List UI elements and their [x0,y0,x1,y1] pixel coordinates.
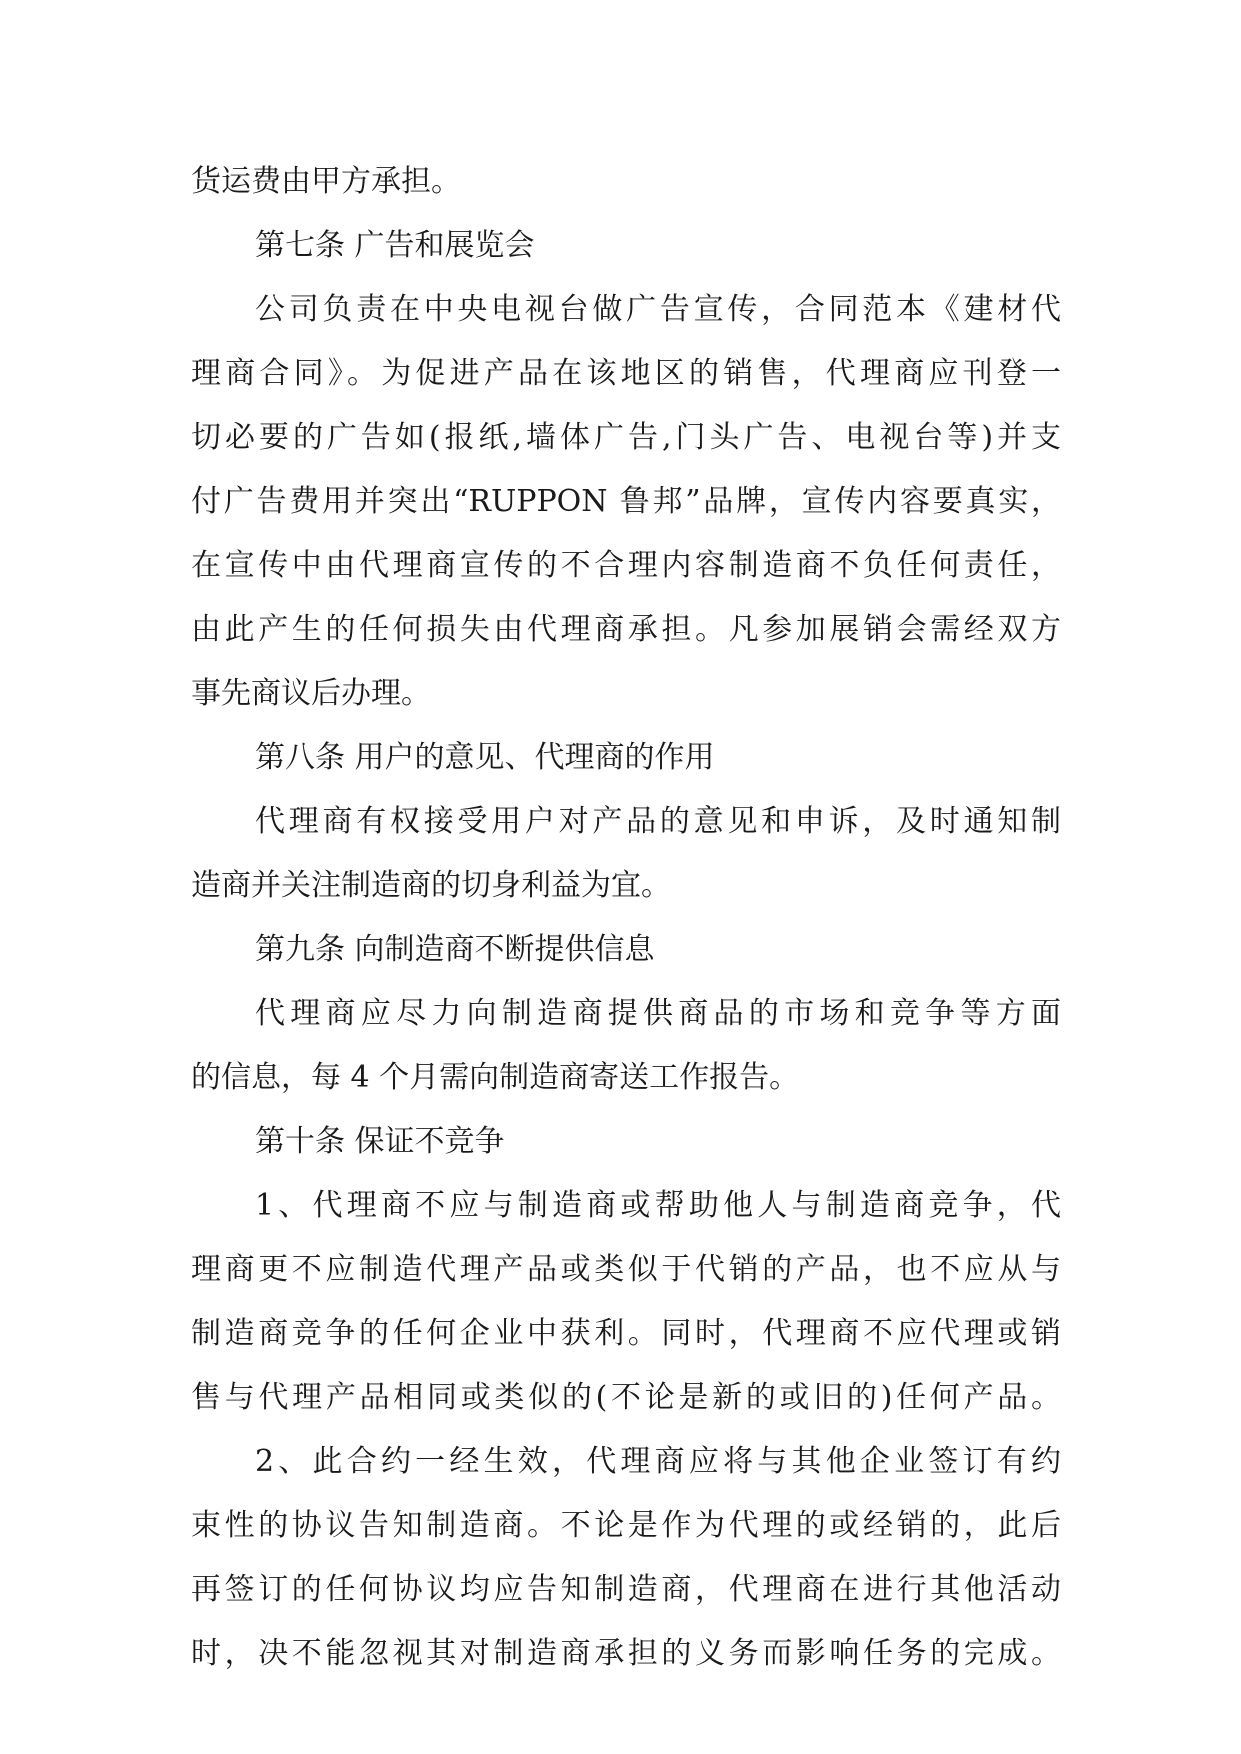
text-line: 代理商应尽力向制造商提供商品的市场和竞争等方面 [255,996,1061,1031]
article-heading: 第十条 保证不竞争 [255,1124,505,1159]
text-line: 理商合同》。为促进产品在该地区的销售，代理商应刊登一 [191,356,1061,391]
text-line: 公司负责在中央电视台做广告宣传，合同范本《建材代 [255,292,1061,327]
document-body [191,150,1061,1686]
article-heading: 第八条 用户的意见、代理商的作用 [255,740,715,775]
text-line: 2、此合约一经生效，代理商应将与其他企业签订有约 [255,1444,1061,1479]
text-line: 代理商有权接受用户对产品的意见和申诉，及时通知制 [255,804,1061,839]
text-line: 制造商竞争的任何企业中获利。同时，代理商不应代理或销 [191,1316,1061,1351]
article-heading: 第九条 向制造商不断提供信息 [255,932,655,967]
article-heading: 第七条 广告和展览会 [255,228,535,263]
text-line: 再签订的任何协议均应告知制造商，代理商在进行其他活动 [191,1572,1061,1607]
text-line: 付广告费用并突出“RUPPON 鲁邦”品牌，宣传内容要真实， [191,484,1061,519]
text-line: 造商并关注制造商的切身利益为宜。 [191,868,671,903]
text-line: 事先商议后办理。 [191,676,431,711]
text-line: 1、代理商不应与制造商或帮助他人与制造商竞争，代 [255,1188,1061,1223]
text-line: 由此产生的任何损失由代理商承担。凡参加展销会需经双方 [191,612,1061,647]
text-line: 束性的协议告知制造商。不论是作为代理的或经销的，此后 [191,1508,1061,1543]
text-line: 售与代理产品相同或类似的(不论是新的或旧的)任何产品。 [191,1380,1061,1415]
text-line: 切必要的广告如(报纸,墙体广告,门头广告、电视台等)并支 [191,420,1061,455]
text-line: 时，决不能忽视其对制造商承担的义务而影响任务的完成。 [191,1636,1061,1671]
text-line: 在宣传中由代理商宣传的不合理内容制造商不负任何责任， [191,548,1061,583]
text-line: 货运费由甲方承担。 [191,164,461,199]
text-line: 的信息，每 4 个月需向制造商寄送工作报告。 [191,1060,800,1095]
text-line: 理商更不应制造代理产品或类似于代销的产品，也不应从与 [191,1252,1061,1287]
